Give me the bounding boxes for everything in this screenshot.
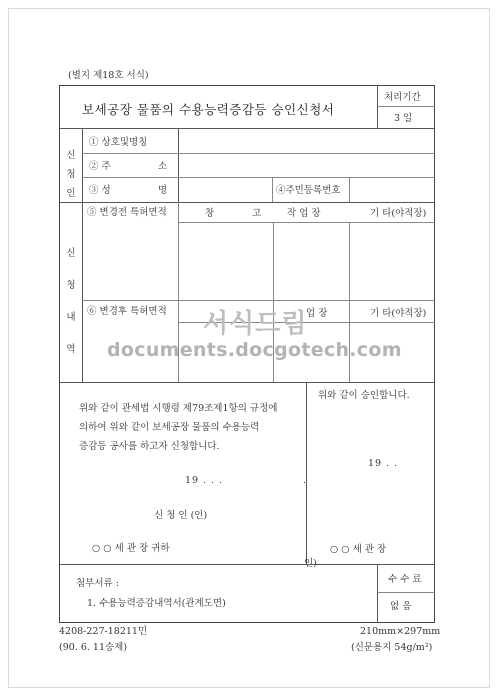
statement-line-3: 증감등 공사를 하고자 신청합니다. bbox=[79, 441, 220, 452]
area-before-label: ⑤ 변경전 특허면적 bbox=[87, 207, 167, 218]
company-name-label: ① 상호및명칭 bbox=[89, 137, 148, 148]
statement-line-1: 위와 같이 관세법 시행령 제79조제1항의 규정에 bbox=[79, 403, 278, 414]
watermark-url: documents.docgotech.com bbox=[107, 339, 402, 361]
address-label: ② 주 bbox=[89, 161, 111, 172]
col-workplace-label: 작 업 장 bbox=[287, 208, 321, 219]
fee-value: 없 음 bbox=[390, 601, 412, 612]
attachments-label: 첨부서류 : bbox=[76, 578, 119, 589]
processing-period-value: 3 일 bbox=[394, 113, 413, 124]
form-title: 보세공장 물품의 수용능력증감등 승인신청서 bbox=[82, 102, 335, 117]
approval-statement: 위와 같이 승인합니다. bbox=[318, 390, 410, 401]
col-warehouse-label: 창 bbox=[205, 208, 215, 219]
paper-size: 210mm×297mm bbox=[360, 626, 441, 637]
processing-period-label: 처리기간 bbox=[384, 92, 421, 103]
resident-number-label: ④주민등록번호 bbox=[276, 185, 341, 196]
area-after-label: ⑥ 변경후 특허면적 bbox=[87, 306, 167, 317]
form-number-note: (별지 제18호 서식) bbox=[68, 70, 149, 81]
request-detail-section-label: 신 청 내 역 bbox=[66, 248, 76, 355]
addressee: ○ ○ 세 관 장 귀하 bbox=[92, 543, 170, 554]
applicant-section-label: 신 청 인 bbox=[66, 150, 76, 199]
form-code: 4208-227-18211민 bbox=[59, 626, 148, 637]
attachment-item-1: 1. 수용능력증감내역서(관계도면) bbox=[87, 598, 226, 609]
applicant-signature: 신 청 인 (인) bbox=[154, 510, 208, 521]
form-approval-date: (90. 6. 11승제) bbox=[59, 642, 128, 653]
approver: ○ ○ 세 관 장 bbox=[330, 544, 387, 555]
approver-seal: 인) bbox=[304, 558, 317, 569]
paper-type: (신문용지 54g/m²) bbox=[351, 642, 433, 653]
watermark-korean: 서식드림 bbox=[203, 309, 308, 339]
fee-label: 수 수 료 bbox=[388, 574, 422, 585]
col-other-label: 기 타(야적장) bbox=[370, 208, 427, 219]
application-date: 19 . . . bbox=[185, 475, 224, 486]
col-other-label-2: 기 타(야적장) bbox=[370, 308, 427, 319]
approval-date: 19 . . bbox=[368, 458, 399, 469]
name-label: ③ 성 bbox=[89, 185, 111, 196]
col-workplace-label-2: 업 장 bbox=[306, 308, 328, 319]
statement-line-2: 의하여 위와 같이 보세공장 물품의 수용능력 bbox=[79, 422, 260, 433]
